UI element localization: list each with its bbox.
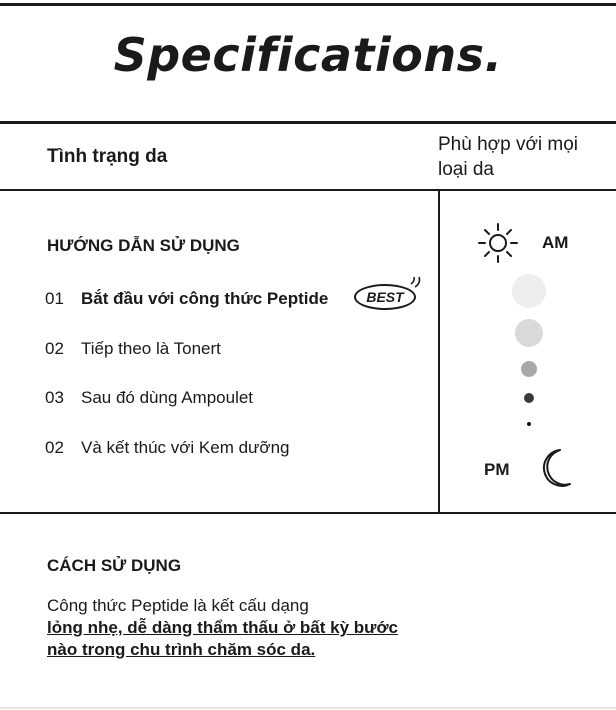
- divider-skin: [0, 189, 616, 191]
- bottom-rule: [0, 707, 616, 709]
- step-number: 01: [45, 289, 64, 308]
- usage-guide-heading: HƯỚNG DẪN SỬ DỤNG: [47, 236, 240, 255]
- how-to-use-heading: CÁCH SỬ DỤNG: [47, 556, 182, 575]
- step-text: Bắt đầu với công thức Peptide: [81, 289, 329, 308]
- timeline-dot: [512, 274, 546, 308]
- am-label: AM: [542, 233, 569, 252]
- timeline-dot: [521, 361, 537, 377]
- step-item: [45, 339, 221, 359]
- step-item: [45, 289, 328, 309]
- step-number: 02: [45, 339, 64, 358]
- top-rule: [0, 3, 616, 6]
- pm-label: PM: [484, 460, 510, 479]
- skin-condition-label: Tình trạng da: [47, 146, 168, 167]
- step-text: Sau đó dùng Ampoulet: [81, 388, 254, 407]
- timeline-dot: [515, 319, 543, 347]
- signal-waves-icon: [408, 276, 424, 294]
- step-number: 02: [45, 438, 64, 457]
- divider-usage: [0, 512, 616, 514]
- page-title: Specifications.: [113, 28, 503, 82]
- how-to-use-emphasis: lỏng nhẹ, dễ dàng thẩm thấu ở bất kỳ bước nào trong chu trình chăm sóc da.: [47, 618, 399, 659]
- how-to-use-text: Công thức Peptide là kết cấu dạng: [47, 596, 309, 615]
- step-item: [45, 388, 253, 408]
- step-text: Tiếp theo là Tonert: [81, 339, 221, 358]
- best-badge: BEST: [354, 284, 416, 310]
- divider-title: [0, 121, 616, 124]
- step-text: Và kết thúc với Kem dưỡng: [81, 438, 290, 457]
- sun-icon: [477, 222, 519, 264]
- moon-icon: [536, 446, 576, 490]
- timeline-dot: [527, 422, 531, 426]
- skin-condition-value: Phù hợp với mọi loại da: [438, 134, 579, 180]
- step-number: 03: [45, 388, 64, 407]
- timeline-dot: [524, 393, 534, 403]
- column-divider: [438, 191, 440, 512]
- step-item: [45, 438, 290, 458]
